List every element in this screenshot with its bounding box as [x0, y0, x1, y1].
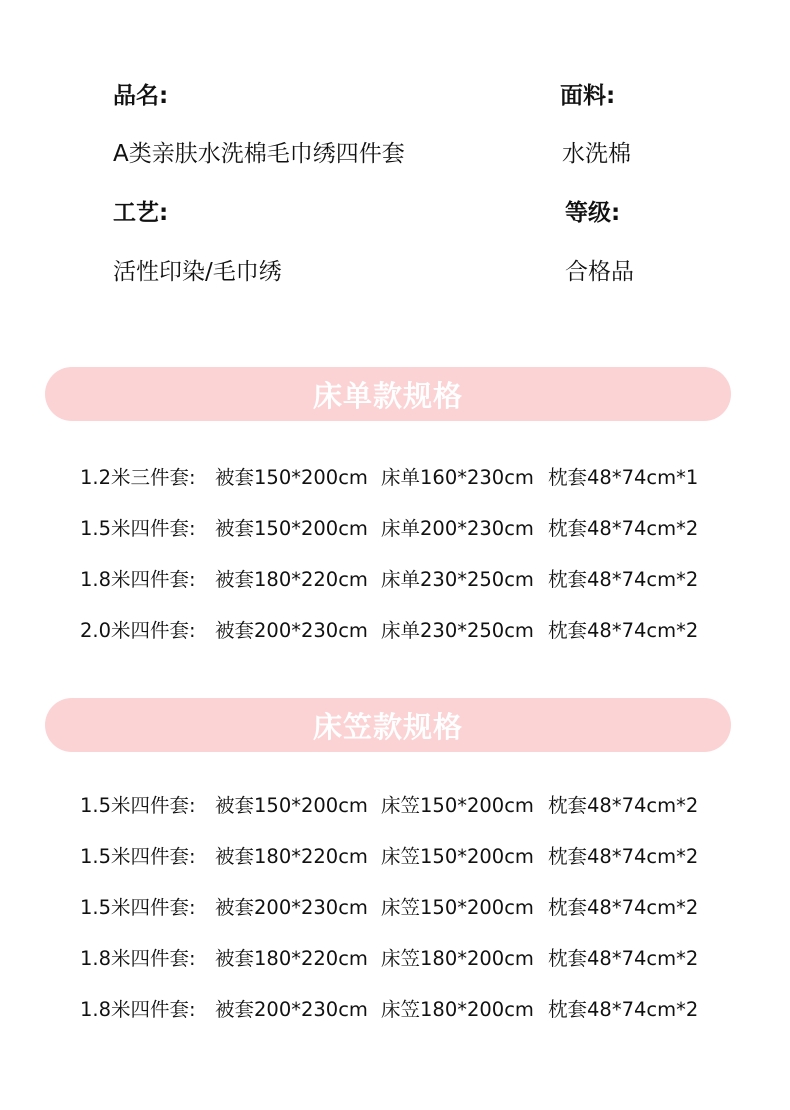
fitted-sheet-size: 床笠150*200cm	[381, 896, 534, 919]
duvet-cover-size: 被套200*230cm	[215, 619, 368, 642]
pillowcase-size: 枕套48*74cm*2	[548, 619, 699, 642]
fitted-sheet-size: 床笠180*200cm	[381, 947, 534, 970]
grade-value: 合格品	[565, 259, 634, 285]
spec-row	[0, 514, 790, 544]
fitted-sheet-size: 床笠150*200cm	[381, 845, 534, 868]
duvet-cover-size: 被套150*200cm	[215, 466, 368, 489]
grade-label: 等级:	[565, 200, 621, 226]
pillowcase-size: 枕套48*74cm*2	[548, 568, 699, 591]
duvet-cover-size: 被套150*200cm	[215, 517, 368, 540]
fitted-sheet-size: 床笠150*200cm	[381, 794, 534, 817]
set-size: 1.5米四件套:	[80, 517, 196, 540]
fitted-sheet-size: 床笠180*200cm	[381, 998, 534, 1021]
duvet-cover-size: 被套180*220cm	[215, 568, 368, 591]
fitted-sheet-spec-title: 床笠款规格	[312, 709, 463, 744]
set-size: 1.8米四件套:	[80, 568, 196, 591]
set-size: 1.5米四件套:	[80, 896, 196, 919]
craft-label: 工艺:	[113, 200, 169, 226]
spec-row	[0, 842, 790, 872]
set-size: 1.5米四件套:	[80, 845, 196, 868]
spec-row	[0, 944, 790, 974]
spec-row	[0, 616, 790, 646]
spec-row	[0, 995, 790, 1025]
duvet-cover-size: 被套200*230cm	[215, 896, 368, 919]
set-size: 1.8米四件套:	[80, 998, 196, 1021]
sheet-size: 床单160*230cm	[381, 466, 534, 489]
spec-row	[0, 565, 790, 595]
sheet-size: 床单230*250cm	[381, 619, 534, 642]
pillowcase-size: 枕套48*74cm*2	[548, 896, 699, 919]
set-size: 1.8米四件套:	[80, 947, 196, 970]
product-name-label: 品名:	[113, 83, 169, 109]
set-size: 2.0米四件套:	[80, 619, 196, 642]
pillowcase-size: 枕套48*74cm*2	[548, 947, 699, 970]
craft-value: 活性印染/毛巾绣	[113, 259, 282, 285]
pillowcase-size: 枕套48*74cm*1	[548, 466, 699, 489]
fabric-value: 水洗棉	[562, 141, 631, 167]
pillowcase-size: 枕套48*74cm*2	[548, 794, 699, 817]
pillowcase-size: 枕套48*74cm*2	[548, 517, 699, 540]
set-size: 1.5米四件套:	[80, 794, 196, 817]
spec-row	[0, 893, 790, 923]
sheet-size: 床单230*250cm	[381, 568, 534, 591]
spec-row	[0, 791, 790, 821]
set-size: 1.2米三件套:	[80, 466, 196, 489]
fitted-sheet-spec-banner	[45, 698, 731, 752]
fabric-label: 面料:	[560, 83, 616, 109]
duvet-cover-size: 被套180*220cm	[215, 947, 368, 970]
flat-sheet-spec-banner	[45, 367, 731, 421]
pillowcase-size: 枕套48*74cm*2	[548, 998, 699, 1021]
duvet-cover-size: 被套200*230cm	[215, 998, 368, 1021]
pillowcase-size: 枕套48*74cm*2	[548, 845, 699, 868]
duvet-cover-size: 被套150*200cm	[215, 794, 368, 817]
flat-sheet-spec-title: 床单款规格	[312, 378, 463, 413]
product-name-value: A类亲肤水洗棉毛巾绣四件套	[113, 141, 405, 167]
sheet-size: 床单200*230cm	[381, 517, 534, 540]
duvet-cover-size: 被套180*220cm	[215, 845, 368, 868]
spec-row	[0, 463, 790, 493]
